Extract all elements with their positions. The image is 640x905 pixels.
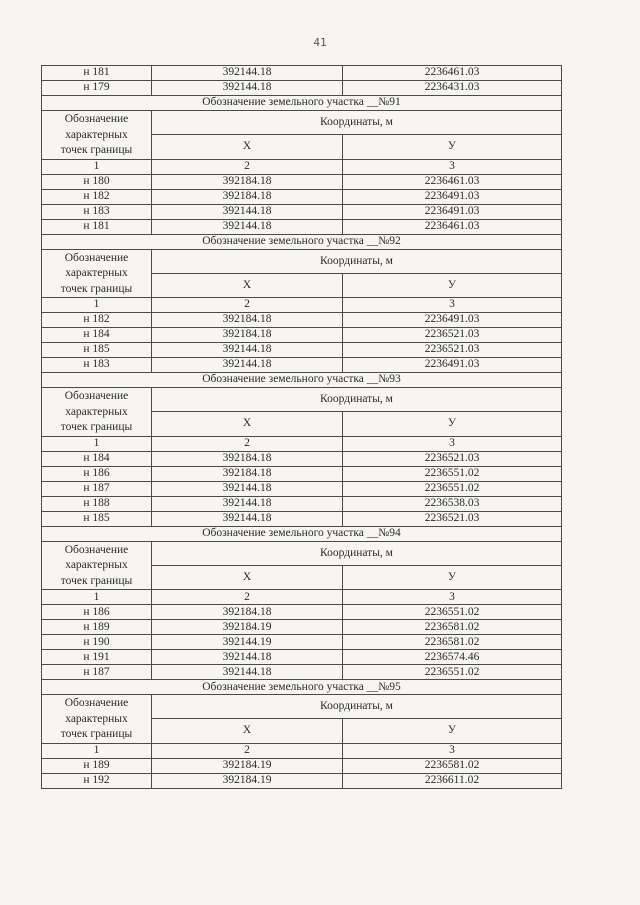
table-row bbox=[42, 758, 562, 773]
point-label-cell: н 185 bbox=[42, 343, 152, 358]
header-row bbox=[42, 249, 562, 273]
y-coordinate-cell: 2236538.03 bbox=[343, 496, 562, 511]
designation-header-line: точек границы bbox=[60, 574, 133, 587]
x-coordinate-cell: 392144.18 bbox=[152, 343, 343, 358]
column-number: 1 bbox=[42, 159, 152, 174]
table-row bbox=[42, 466, 562, 481]
x-coordinate-cell: 392184.19 bbox=[152, 773, 343, 788]
x-coordinate-cell: 392184.18 bbox=[152, 174, 343, 189]
coordinates-header: Координаты, м bbox=[152, 249, 562, 273]
x-coordinate-cell: 392144.18 bbox=[152, 66, 343, 81]
coordinates-header: Координаты, м bbox=[152, 695, 562, 719]
x-coordinate-cell: 392144.18 bbox=[152, 665, 343, 680]
x-coordinate-cell: 392144.18 bbox=[152, 650, 343, 665]
x-coordinate-cell: 392144.18 bbox=[152, 481, 343, 496]
y-coordinate-cell: 2236551.02 bbox=[343, 605, 562, 620]
point-label-cell: н 186 bbox=[42, 466, 152, 481]
designation-header bbox=[42, 541, 152, 590]
x-coordinate-cell: 392184.19 bbox=[152, 758, 343, 773]
x-coordinate-cell: 392144.18 bbox=[152, 358, 343, 373]
x-coordinate-cell: 392184.18 bbox=[152, 189, 343, 204]
x-coordinate-cell: 392184.18 bbox=[152, 605, 343, 620]
y-coordinate-cell: 2236581.02 bbox=[343, 635, 562, 650]
y-coordinate-cell: 2236521.03 bbox=[343, 343, 562, 358]
table-row bbox=[42, 620, 562, 635]
y-column-header: У bbox=[343, 412, 562, 436]
y-column-header: У bbox=[343, 273, 562, 297]
y-coordinate-cell: 2236461.03 bbox=[343, 66, 562, 81]
y-coordinate-cell: 2236491.03 bbox=[343, 189, 562, 204]
section-title-row bbox=[42, 680, 562, 695]
designation-header bbox=[42, 249, 152, 298]
designation-header-line: точек границы bbox=[60, 282, 133, 295]
point-label-cell: н 180 bbox=[42, 174, 152, 189]
designation-header-line: точек границы bbox=[60, 421, 133, 434]
column-number: 3 bbox=[343, 436, 562, 451]
x-coordinate-cell: 392184.18 bbox=[152, 451, 343, 466]
section-title: Обозначение земельного участка __№93 bbox=[42, 373, 562, 388]
header-row bbox=[42, 388, 562, 412]
column-number: 2 bbox=[152, 298, 343, 313]
x-coordinate-cell: 392144.18 bbox=[152, 511, 343, 526]
point-label-cell: н 181 bbox=[42, 219, 152, 234]
y-coordinate-cell: 2236461.03 bbox=[343, 174, 562, 189]
column-number: 3 bbox=[343, 743, 562, 758]
x-coordinate-cell: 392144.18 bbox=[152, 496, 343, 511]
y-coordinate-cell: 2236431.03 bbox=[343, 81, 562, 96]
y-coordinate-cell: 2236521.03 bbox=[343, 511, 562, 526]
point-label-cell: н 187 bbox=[42, 665, 152, 680]
section-title: Обозначение земельного участка __№91 bbox=[42, 96, 562, 111]
section-title-row bbox=[42, 373, 562, 388]
point-label-cell: н 186 bbox=[42, 605, 152, 620]
table-row bbox=[42, 66, 562, 81]
table-row bbox=[42, 451, 562, 466]
y-coordinate-cell: 2236461.03 bbox=[343, 219, 562, 234]
table-row bbox=[42, 328, 562, 343]
y-coordinate-cell: 2236581.02 bbox=[343, 758, 562, 773]
page-number: 41 bbox=[313, 36, 327, 49]
table-row bbox=[42, 189, 562, 204]
point-label-cell: н 189 bbox=[42, 758, 152, 773]
designation-header-line: характерных bbox=[65, 559, 128, 572]
table-row bbox=[42, 358, 562, 373]
table-row bbox=[42, 496, 562, 511]
column-number: 3 bbox=[343, 298, 562, 313]
point-label-cell: н 187 bbox=[42, 481, 152, 496]
section-title-row bbox=[42, 234, 562, 249]
y-coordinate-cell: 2236521.03 bbox=[343, 328, 562, 343]
y-coordinate-cell: 2236521.03 bbox=[343, 451, 562, 466]
designation-header-line: Обозначение bbox=[64, 543, 129, 556]
y-coordinate-cell: 2236551.02 bbox=[343, 665, 562, 680]
designation-header bbox=[42, 111, 152, 160]
section-title: Обозначение земельного участка __№92 bbox=[42, 234, 562, 249]
table-row bbox=[42, 773, 562, 788]
designation-header-line: характерных bbox=[65, 128, 128, 141]
coordinates-table-body bbox=[42, 66, 562, 789]
column-number: 3 bbox=[343, 159, 562, 174]
y-coordinate-cell: 2236551.02 bbox=[343, 466, 562, 481]
column-number: 1 bbox=[42, 436, 152, 451]
x-coordinate-cell: 392184.19 bbox=[152, 620, 343, 635]
y-coordinate-cell: 2236491.03 bbox=[343, 204, 562, 219]
y-coordinate-cell: 2236574.46 bbox=[343, 650, 562, 665]
designation-header-line: точек границы bbox=[60, 728, 133, 741]
table-row bbox=[42, 605, 562, 620]
point-label-cell: н 182 bbox=[42, 313, 152, 328]
table-row bbox=[42, 174, 562, 189]
column-number: 2 bbox=[152, 159, 343, 174]
designation-header-line: характерных bbox=[65, 267, 128, 280]
table-row bbox=[42, 511, 562, 526]
column-number-row bbox=[42, 159, 562, 174]
x-coordinate-cell: 392144.18 bbox=[152, 219, 343, 234]
table-row bbox=[42, 313, 562, 328]
y-column-header: У bbox=[343, 719, 562, 743]
column-number: 1 bbox=[42, 298, 152, 313]
section-title: Обозначение земельного участка __№95 bbox=[42, 680, 562, 695]
coordinates-header: Координаты, м bbox=[152, 111, 562, 135]
column-number-row bbox=[42, 590, 562, 605]
table-row bbox=[42, 219, 562, 234]
y-coordinate-cell: 2236551.02 bbox=[343, 481, 562, 496]
header-row bbox=[42, 111, 562, 135]
point-label-cell: н 192 bbox=[42, 773, 152, 788]
header-row bbox=[42, 695, 562, 719]
y-column-header: У bbox=[343, 135, 562, 159]
point-label-cell: н 191 bbox=[42, 650, 152, 665]
point-label-cell: н 188 bbox=[42, 496, 152, 511]
table-row bbox=[42, 650, 562, 665]
column-number: 2 bbox=[152, 590, 343, 605]
point-label-cell: н 184 bbox=[42, 451, 152, 466]
x-coordinate-cell: 392144.19 bbox=[152, 635, 343, 650]
x-column-header: X bbox=[152, 719, 343, 743]
designation-header-line: точек границы bbox=[60, 144, 133, 157]
x-column-header: X bbox=[152, 412, 343, 436]
x-coordinate-cell: 392184.18 bbox=[152, 313, 343, 328]
y-coordinate-cell: 2236611.02 bbox=[343, 773, 562, 788]
column-number: 1 bbox=[42, 590, 152, 605]
table-row bbox=[42, 665, 562, 680]
x-column-header: X bbox=[152, 565, 343, 589]
table-row bbox=[42, 481, 562, 496]
designation-header-line: Обозначение bbox=[64, 251, 129, 264]
coordinates-header: Координаты, м bbox=[152, 388, 562, 412]
point-label-cell: н 181 bbox=[42, 66, 152, 81]
designation-header bbox=[42, 695, 152, 744]
designation-header-line: Обозначение bbox=[64, 113, 129, 125]
x-coordinate-cell: 392184.18 bbox=[152, 328, 343, 343]
section-title-row bbox=[42, 526, 562, 541]
point-label-cell: н 179 bbox=[42, 81, 152, 96]
x-column-header: X bbox=[152, 273, 343, 297]
designation-header-line: характерных bbox=[65, 405, 128, 418]
column-number: 2 bbox=[152, 743, 343, 758]
column-number-row bbox=[42, 436, 562, 451]
point-label-cell: н 184 bbox=[42, 328, 152, 343]
y-coordinate-cell: 2236581.02 bbox=[343, 620, 562, 635]
column-number: 2 bbox=[152, 436, 343, 451]
y-coordinate-cell: 2236491.03 bbox=[343, 358, 562, 373]
column-number-row bbox=[42, 298, 562, 313]
designation-header bbox=[42, 388, 152, 437]
designation-header-line: Обозначение bbox=[64, 697, 129, 710]
x-coordinate-cell: 392184.18 bbox=[152, 466, 343, 481]
point-label-cell: н 185 bbox=[42, 511, 152, 526]
x-column-header: X bbox=[152, 135, 343, 159]
y-column-header: У bbox=[343, 565, 562, 589]
column-number: 1 bbox=[42, 743, 152, 758]
table-row bbox=[42, 204, 562, 219]
designation-header-line: Обозначение bbox=[64, 390, 129, 403]
table-row bbox=[42, 81, 562, 96]
table-row bbox=[42, 635, 562, 650]
section-title: Обозначение земельного участка __№94 bbox=[42, 526, 562, 541]
x-coordinate-cell: 392144.18 bbox=[152, 204, 343, 219]
coordinates-table bbox=[41, 65, 562, 789]
column-number: 3 bbox=[343, 590, 562, 605]
section-title-row bbox=[42, 96, 562, 111]
header-row bbox=[42, 541, 562, 565]
x-coordinate-cell: 392144.18 bbox=[152, 81, 343, 96]
point-label-cell: н 182 bbox=[42, 189, 152, 204]
column-number-row bbox=[42, 743, 562, 758]
point-label-cell: н 183 bbox=[42, 358, 152, 373]
coordinates-header: Координаты, м bbox=[152, 541, 562, 565]
point-label-cell: н 183 bbox=[42, 204, 152, 219]
table-row bbox=[42, 343, 562, 358]
y-coordinate-cell: 2236491.03 bbox=[343, 313, 562, 328]
point-label-cell: н 190 bbox=[42, 635, 152, 650]
point-label-cell: н 189 bbox=[42, 620, 152, 635]
designation-header-line: характерных bbox=[65, 712, 128, 725]
